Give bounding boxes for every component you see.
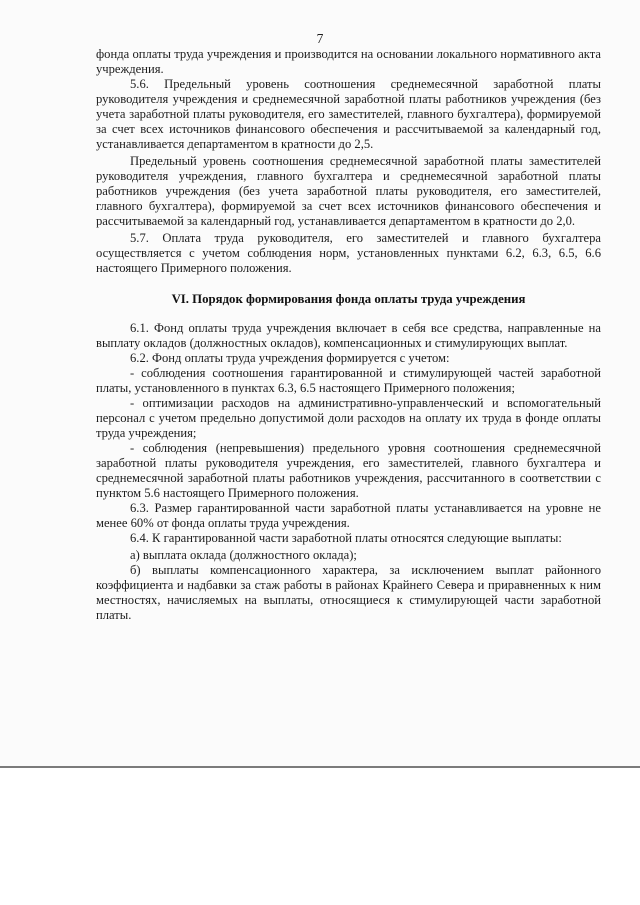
list-item-optimization: - оптимизации расходов на административно-управленческий и вспомогательный персонал с учетом предельно допустимой доли расходов на оплату их труда в фонде оплаты труда учреждения; [96, 396, 601, 440]
list-item-ratio: - соблюдения соотношения гарантированной и стимулирующей частей заработной платы, установленного в пунктах 6.3, 6.5 настоящего Примерного положения; [96, 366, 601, 395]
paragraph-continuation: фонда оплаты труда учреждения и производится на основании локального нормативного акта учреждения. [96, 47, 601, 76]
list-item-b: б) выплаты компенсационного характера, за исключением выплат районного коэффициента и надбавки за стаж работы в районах Крайнего Севера и приравненных к ним местностях, начисляемых на выплаты, относящиеся к стимулирующей части заработной платы. [96, 563, 601, 622]
paragraph-5-6-deputies: Предельный уровень соотношения среднемесячной заработной платы заместителей руководителя учреждения, главного бухгалтера и среднемесячной заработной платы работников учреждения (без учета заработной платы руководителя, его заместителей, главного бухгалтера), формируемой за счет всех источников финансового обеспечения и рассчитываемой за календарный год, устанавливается департаментом в кратности до 2,0. [96, 154, 601, 228]
paragraph-6-3: 6.3. Размер гарантированной части заработной платы устанавливается на уровне не менее 60% от фонда оплаты труда учреждения. [96, 501, 601, 530]
document-body [96, 47, 601, 623]
list-item-limit: - соблюдения (непревышения) предельного уровня соотношения среднемесячной заработной платы руководителя учреждения, его заместителей, главного бухгалтера и среднемесячной заработной платы работников учреждения, рассчитанного в соответствии с пунктом 5.6 настоящего Примерного положения. [96, 441, 601, 500]
paragraph-5-6: 5.6. Предельный уровень соотношения среднемесячной заработной платы руководителя учреждения и среднемесячной заработной платы работников учреждения (без учета заработной платы руководителя, его заместителей, главного бухгалтера), формируемой за счет всех источников финансового обеспечения и рассчитываемой за календарный год, устанавливается департаментом в кратности до 2,5. [96, 77, 601, 151]
page-number: 7 [316, 31, 324, 46]
paragraph-6-1: 6.1. Фонд оплаты труда учреждения включает в себя все средства, направленные на выплату окладов (должностных окладов), компенсационных и стимулирующих выплат. [96, 321, 601, 350]
section-heading: VI. Порядок формирования фонда оплаты труда учреждения [171, 292, 526, 306]
paragraph-6-2: 6.2. Фонд оплаты труда учреждения формируется с учетом: [130, 351, 450, 365]
paragraph-6-4: 6.4. К гарантированной части заработной платы относятся следующие выплаты: [130, 531, 562, 545]
paragraph-5-7: 5.7. Оплата труда руководителя, его заместителей и главного бухгалтера осуществляется с учетом соблюдения норм, установленных пунктами 6.2, 6.3, 6.5, 6.6 настоящего Примерного положения. [96, 231, 601, 275]
list-item-a: а) выплата оклада (должностного оклада); [130, 548, 357, 562]
